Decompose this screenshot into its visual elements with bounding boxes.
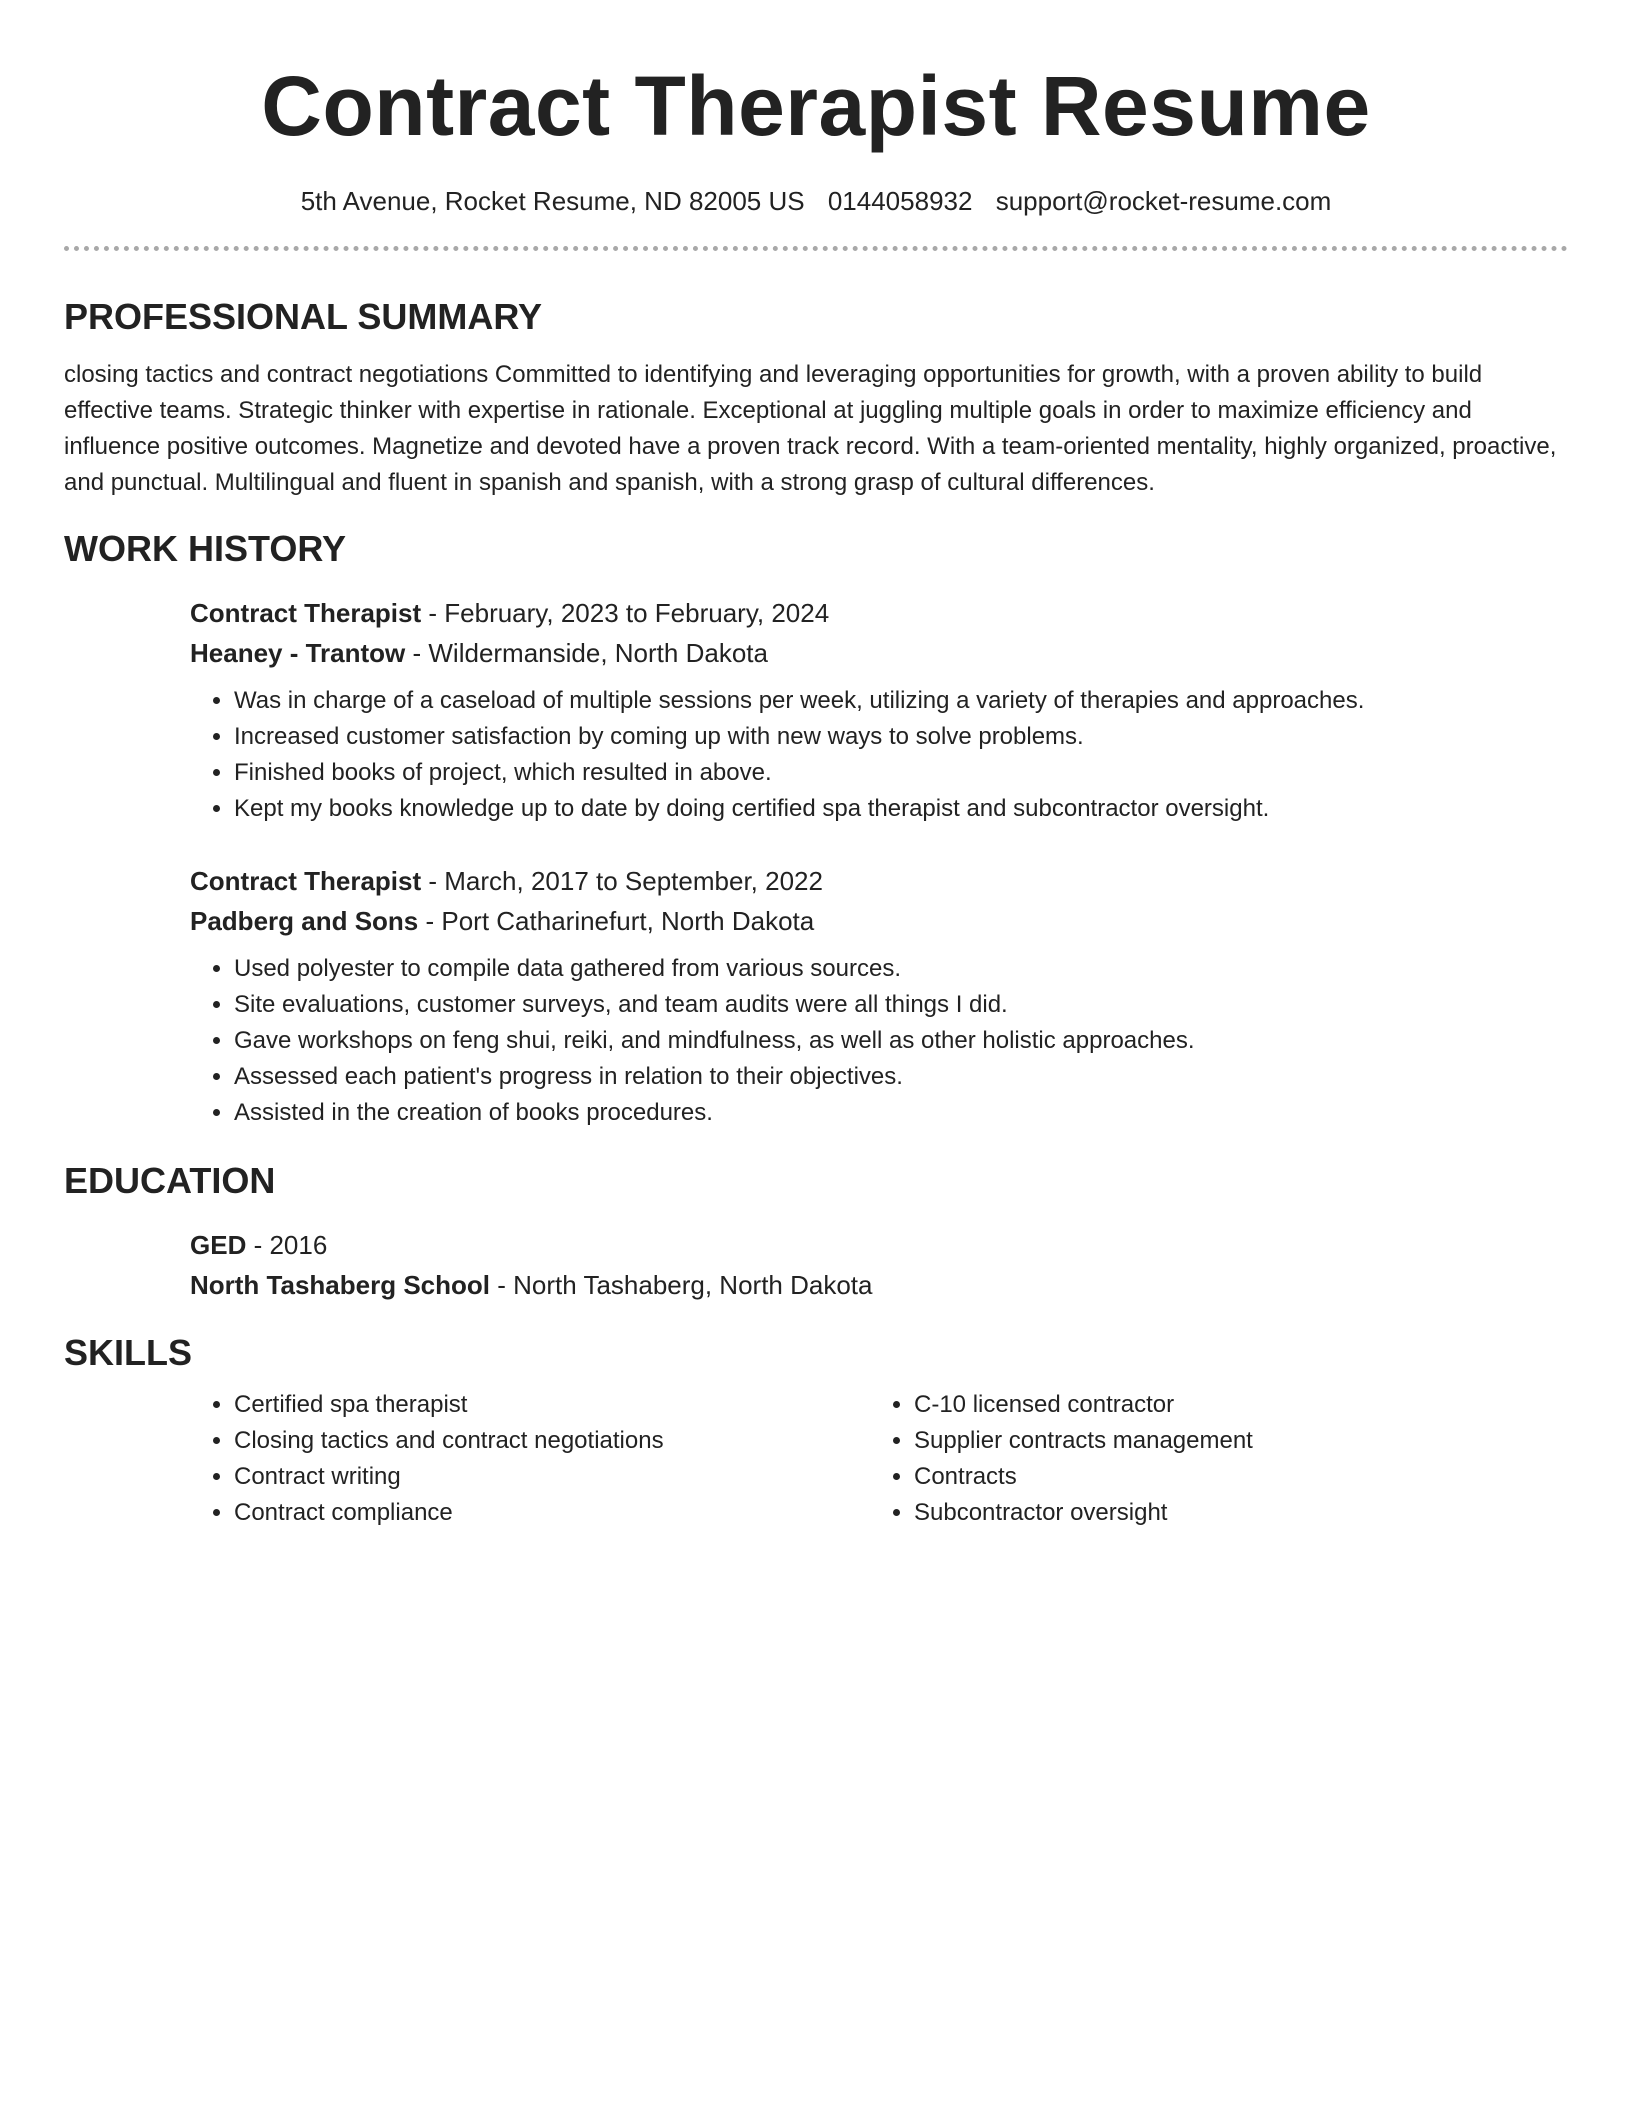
job-dates: - February, 2023 to February, 2024: [421, 598, 830, 628]
skill-item: • Contract compliance: [234, 1495, 870, 1531]
list-item: • Finished books of project, which resulted in above.: [234, 755, 1568, 791]
contact-address: 5th Avenue, Rocket Resume, ND 82005 US: [300, 186, 805, 216]
skills-column-right: [870, 1387, 1550, 1531]
header-divider: [64, 246, 1568, 251]
education-section: [64, 1159, 1568, 1305]
summary-section: [64, 295, 1568, 501]
job-bullets: [190, 951, 1568, 1131]
work-history-section: [64, 527, 1568, 1131]
degree-year: - 2016: [246, 1230, 328, 1260]
summary-text: closing tactics and contract negotiations Committed to identifying and leveraging opportunities for growth, with a proven ability to build effective teams. Strategic thinker with expertise in rationale. Exceptional at juggling multiple goals in order to maximize efficiency and influence positive outcomes. Magnetize and devoted have a proven track record. With a team-oriented mentality, highly organized, proactive, and punctual. Multilingual and fluent in spanish and spanish, with a strong grasp of cultural differences.: [64, 361, 1557, 496]
skills-heading: SKILLS: [64, 1332, 193, 1373]
job-company: Heaney - Trantow: [190, 638, 406, 668]
work-history-heading: WORK HISTORY: [64, 528, 347, 569]
skill-item: • Contract writing: [234, 1459, 870, 1495]
skill-item: • Supplier contracts management: [914, 1423, 1550, 1459]
list-item: • Used polyester to compile data gathered from various sources.: [234, 951, 1568, 987]
job-dates: - March, 2017 to September, 2022: [421, 866, 823, 896]
skill-item: • C-10 licensed contractor: [914, 1387, 1550, 1423]
job-title-line: [190, 861, 1568, 901]
list-item: • Kept my books knowledge up to date by doing certified spa therapist and subcontractor oversight.: [234, 791, 1568, 827]
job-company: Padberg and Sons: [190, 906, 419, 936]
job-location: - Port Catharinefurt, North Dakota: [418, 906, 815, 936]
skill-item: • Contracts: [914, 1459, 1550, 1495]
job-company-line: [190, 901, 1568, 941]
list-item: • Gave workshops on feng shui, reiki, and mindfulness, as well as other holistic approaches.: [234, 1023, 1568, 1059]
contact-phone: 0144058932: [827, 186, 973, 216]
job-entry: [190, 861, 1568, 1131]
education-heading: EDUCATION: [64, 1160, 276, 1201]
list-item: • Assessed each patient's progress in relation to their objectives.: [234, 1059, 1568, 1095]
job-company-line: [190, 633, 1568, 673]
resume-header: [64, 0, 1568, 218]
skill-item: • Certified spa therapist: [234, 1387, 870, 1423]
degree: GED: [190, 1230, 247, 1260]
job-position: Contract Therapist: [190, 598, 422, 628]
list-item: • Increased customer satisfaction by coming up with new ways to solve problems.: [234, 719, 1568, 755]
degree-line: [190, 1225, 1568, 1265]
job-bullets: [190, 683, 1568, 827]
job-title-line: [190, 593, 1568, 633]
list-item: • Assisted in the creation of books procedures.: [234, 1095, 1568, 1131]
skills-grid: [190, 1387, 1568, 1531]
job-location: - Wildermanside, North Dakota: [405, 638, 768, 668]
resume-title: Contract Therapist Resume: [261, 59, 1371, 153]
skill-item: • Closing tactics and contract negotiations: [234, 1423, 870, 1459]
school-line: [190, 1265, 1568, 1305]
list-item: • Was in charge of a caseload of multiple sessions per week, utilizing a variety of therapies and approaches.: [234, 683, 1568, 719]
skills-section: [64, 1331, 1568, 1531]
contact-line: [64, 184, 1568, 218]
skill-item: • Subcontractor oversight: [914, 1495, 1550, 1531]
school-name: North Tashaberg School: [190, 1270, 490, 1300]
job-entry: [190, 593, 1568, 827]
school-location: - North Tashaberg, North Dakota: [490, 1270, 873, 1300]
contact-email: support@rocket-resume.com: [995, 186, 1332, 216]
summary-heading: PROFESSIONAL SUMMARY: [64, 296, 543, 337]
skills-column-left: [190, 1387, 870, 1531]
job-position: Contract Therapist: [190, 866, 422, 896]
education-entry: [190, 1225, 1568, 1305]
list-item: • Site evaluations, customer surveys, and team audits were all things I did.: [234, 987, 1568, 1023]
